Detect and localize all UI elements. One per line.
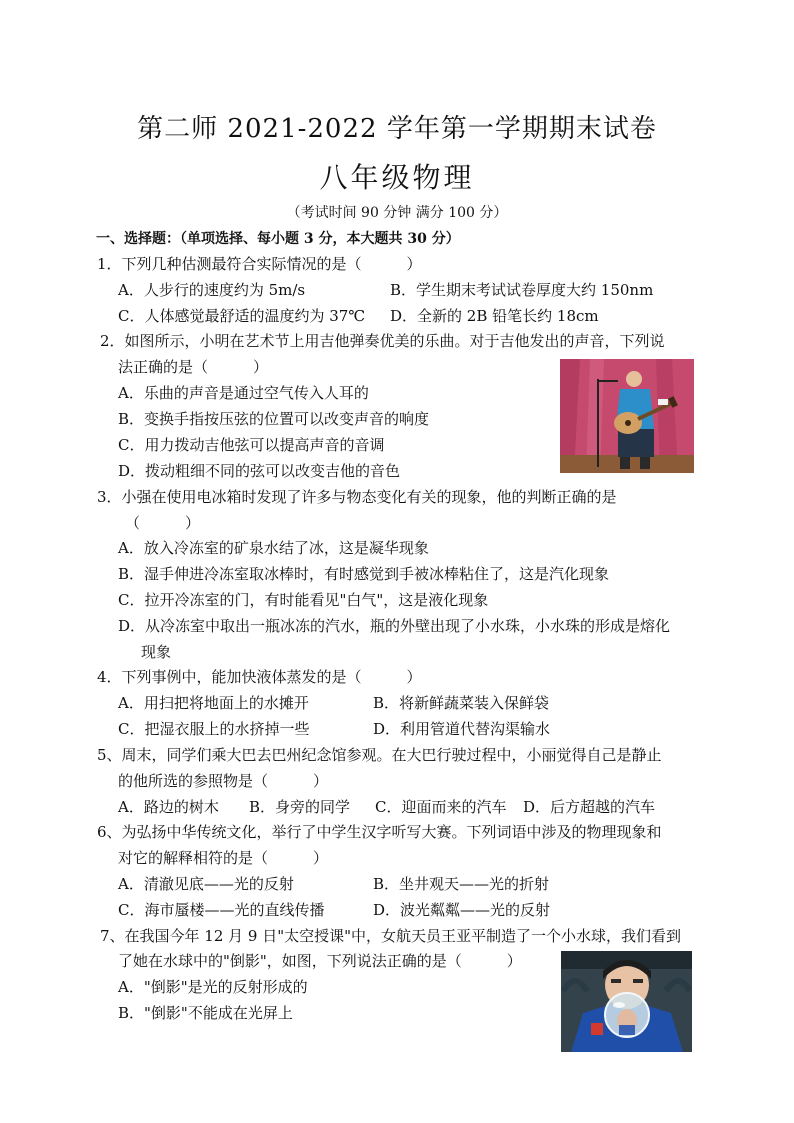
question-4-stem: 4．下列事例中，能加快液体蒸发的是（ ） [97, 668, 422, 686]
question-3-stem: 3．小强在使用电冰箱时发现了许多与物态变化有关的现象，他的判断正确的是 [97, 488, 617, 506]
question-2-option-a: A．乐曲的声音是通过空气传入人耳的 [118, 384, 369, 402]
question-3-option-b: B．湿手伸进冷冻室取冰棒时，有时感觉到手被冰棒粘住了，这是汽化现象 [118, 565, 610, 583]
question-2-option-b: B．变换手指按压弦的位置可以改变声音的响度 [118, 410, 430, 428]
section-heading: 一、选择题：（单项选择、每小题 3 分，本大题共 30 分） [96, 231, 460, 247]
exam-subtitle: 八年级物理 [319, 161, 475, 194]
question-1-option-c: C．人体感觉最舒适的温度约为 37℃ [118, 307, 366, 325]
question-7-option-b: B．"倒影"不能成在光屏上 [118, 1004, 293, 1022]
exam-title: 第二师 2021-2022 学年第一学期期末试卷 [137, 114, 657, 144]
question-4-option-d: D．利用管道代替沟渠输水 [373, 720, 551, 738]
question-6-stem-cont: 对它的解释相符的是（ ） [118, 849, 329, 867]
question-1-option-a: A．人步行的速度约为 5m/s [118, 281, 306, 299]
question-3-option-a: A．放入冷冻室的矿泉水结了冰，这是凝华现象 [118, 539, 429, 557]
question-5-option-a: A．路边的树木 [118, 798, 219, 816]
guitar-player-photo [560, 359, 694, 473]
question-1-stem: 1．下列几种估测最符合实际情况的是（ ） [97, 255, 422, 273]
question-7-stem-cont: 了她在水球中的"倒影"，如图，下列说法正确的是（ ） [118, 952, 522, 970]
question-1-option-d: D．全新的 2B 铅笔长约 18cm [390, 307, 599, 325]
question-6-option-c: C．海市蜃楼——光的直线传播 [118, 901, 325, 919]
question-7-option-a: A．"倒影"是光的反射形成的 [118, 978, 308, 996]
question-3-option-c: C．拉开冷冻室的门，有时能看见"白气"，这是液化现象 [118, 591, 489, 609]
question-4-option-c: C．把湿衣服上的水挤掉一些 [118, 720, 310, 738]
question-3-option-d-cont: 现象 [141, 643, 172, 661]
question-5-option-c: C．迎面而来的汽车 [375, 798, 507, 816]
question-6-option-a: A．清澈见底——光的反射 [118, 875, 294, 893]
question-5-stem-cont: 的他所选的参照物是（ ） [118, 772, 329, 790]
question-2-stem: 2．如图所示，小明在艺术节上用吉他弹奏优美的乐曲。对于吉他发出的声音，下列说 [100, 332, 665, 350]
water-ball-photo [561, 951, 692, 1052]
question-1-option-b: B．学生期末考试试卷厚度大约 150nm [390, 281, 654, 299]
question-2-option-c: C．用力拨动吉他弦可以提高声音的音调 [118, 436, 385, 454]
question-6-option-d: D．波光粼粼——光的反射 [373, 901, 551, 919]
question-6-stem: 6、为弘扬中华传统文化，举行了中学生汉字听写大赛。下列词语中涉及的物理现象和 [97, 823, 662, 841]
question-5-option-d: D．后方超越的汽车 [523, 798, 656, 816]
astronaut-water-ball-illustration [561, 951, 692, 1052]
question-4-option-b: B．将新鲜蔬菜装入保鲜袋 [373, 694, 550, 712]
question-3-stem-cont: （ ） [125, 514, 201, 532]
question-3-option-d: D．从冷冻室中取出一瓶冰冻的汽水，瓶的外壁出现了小水珠，小水珠的形成是熔化 [118, 617, 671, 635]
question-6-option-b: B．坐井观天——光的折射 [373, 875, 550, 893]
question-5-stem: 5、周末，同学们乘大巴去巴州纪念馆参观。在大巴行驶过程中，小丽觉得自己是静止 [97, 746, 662, 764]
question-2-option-d: D．拨动粗细不同的弦可以改变吉他的音色 [118, 462, 401, 480]
guitar-player-illustration [560, 359, 694, 473]
question-7-stem: 7、在我国今年 12 月 9 日"太空授课"中，女航天员王亚平制造了一个小水球，我们看到 [100, 927, 682, 945]
question-2-stem-cont: 法正确的是（ ） [118, 358, 269, 376]
question-5-option-b: B．身旁的同学 [249, 798, 351, 816]
exam-time-score: （考试时间 90 分钟 满分 100 分） [286, 205, 508, 221]
question-4-option-a: A．用扫把将地面上的水摊开 [118, 694, 309, 712]
